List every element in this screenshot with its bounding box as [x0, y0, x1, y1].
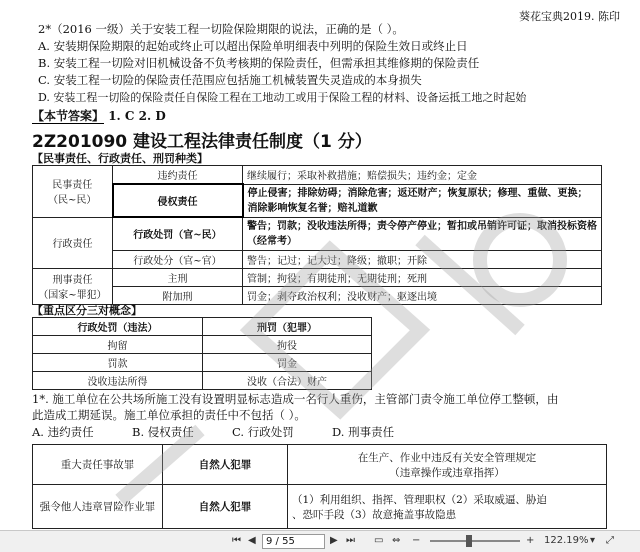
question2-option-b: B. 侵权责任 — [132, 425, 194, 439]
table-row — [33, 166, 602, 185]
fit-page-icon[interactable]: ▭ — [374, 535, 384, 546]
zoom-slider-handle[interactable] — [466, 535, 472, 547]
table-row — [33, 184, 602, 217]
table-cell: 自然人犯罪 — [163, 485, 288, 529]
table-header: 刑罚（犯罪） — [203, 318, 372, 336]
admin-label: 行政责任 — [33, 217, 113, 268]
table1-title: 【民事责任、行政责任、刑罚种类】 — [32, 152, 208, 165]
question2-option-a: A. 违约责任 — [32, 425, 94, 439]
table-cell: 行政处分（官~官） — [113, 250, 243, 268]
table-cell: 没收（合法）财产 — [203, 372, 372, 390]
table-row — [33, 354, 372, 372]
table-cell: 继续履行；采取补救措施；赔偿损失；违约金；定金 — [243, 166, 602, 185]
table-header: 行政处罚（违法） — [33, 318, 203, 336]
table-cell: 重大责任事故罪 — [33, 445, 163, 485]
liability-table — [32, 165, 602, 305]
last-page-icon[interactable]: ⏭ — [346, 535, 355, 546]
answer-line — [32, 107, 166, 124]
table-row — [33, 336, 372, 354]
first-page-icon[interactable]: ⏮ — [232, 535, 241, 546]
table-cell: 主刑 — [113, 268, 243, 286]
table-row — [33, 217, 602, 250]
question1-option-c: C. 安装工程一切险的保险责任范围应包括施工机械装置失灵造成的本身损失 — [38, 73, 422, 87]
crime-desc-line: （1）利用组织、指挥、管理职权（2）采取威逼、胁迫 — [292, 493, 547, 506]
concepts-table — [32, 317, 372, 390]
table-row — [33, 445, 607, 485]
crime-desc-line: 在生产、作业中违反有关安全管理规定 — [357, 451, 537, 464]
answer-text: 1. C 2. D — [108, 109, 166, 123]
table-cell: 自然人犯罪 — [163, 445, 288, 485]
crime-desc-line: 、恐吓手段（3）故意掩盖事故隐患 — [292, 508, 457, 521]
table-cell — [288, 445, 607, 485]
table2-title: 【重点区分三对概念】 — [32, 304, 142, 317]
table-cell: 拘役 — [203, 336, 372, 354]
question1-option-b: B. 安装工程一切险对旧机械设备不负考核期的保险责任，但需承担其维修期的保险责任 — [38, 56, 480, 70]
table-cell: 警告；罚款；没收违法所得；责令停产停业；暂扣或吊销许可证；取消投标资格（经常考） — [243, 217, 602, 250]
question2-option-d: D. 刑事责任 — [332, 425, 395, 439]
table-cell: 侵权责任 — [113, 184, 243, 217]
table-cell: 拘留 — [33, 336, 203, 354]
page-number-input[interactable]: 9 / 55 — [262, 534, 325, 549]
zoom-out-icon[interactable]: − — [412, 535, 421, 546]
table-cell: 行政处罚（官~民） — [113, 217, 243, 250]
criminal-label: 刑事责任 （国家~罪犯） — [33, 268, 113, 304]
crime-table — [32, 444, 607, 529]
answer-tag: 【本节答案】 — [32, 109, 105, 123]
table-row — [33, 318, 372, 336]
table-cell: 违约责任 — [113, 166, 243, 185]
table-cell: 强令他人违章冒险作业罪 — [33, 485, 163, 529]
civil-label: 民事责任 （民~民） — [33, 166, 113, 218]
zoom-dropdown-icon[interactable]: ▾ — [590, 535, 596, 546]
table-cell: 停止侵害；排除妨碍；消除危害；返还财产；恢复原状；修理、重做、更换；消除影响恢复名誉；赔礼道歉 — [243, 184, 602, 217]
table-cell: 罚金 — [203, 354, 372, 372]
table-cell — [288, 485, 607, 529]
question2-stem-line2: 此造成工期延误。施工单位承担的责任中不包括（ ）。 — [32, 408, 306, 422]
crime-desc-line: （违章操作或违章指挥） — [389, 466, 505, 479]
question1-stem: 2*（2016 一级）关于安装工程一切险保险期限的说法，正确的是（ ）。 — [38, 22, 404, 36]
question2-option-c: C. 行政处罚 — [232, 425, 294, 439]
table-row — [33, 250, 602, 268]
section-title: 2Z201090 建设工程法律责任制度（1 分） — [32, 132, 372, 152]
table-cell: 警告；记过；记大过；降级；撤职；开除 — [243, 250, 602, 268]
question1-option-d: D. 安装工程一切险的保险责任自保险工程在工地动工或用于保险工程的材料、设备运抵工地之时起始 — [38, 91, 527, 104]
zoom-in-icon[interactable]: + — [526, 535, 535, 546]
zoom-level[interactable]: 122.19% — [544, 535, 589, 546]
question2-stem-line1: 1*. 施工单位在公共场所施工没有设置明显标志造成一名行人重伤，主管部门责令施工单位停工整顿，由 — [32, 392, 559, 406]
table-cell: 管制；拘役；有期徒刑；无期徒刑；死刑 — [243, 268, 602, 286]
table-row — [33, 372, 372, 390]
next-page-icon[interactable]: ▶ — [330, 535, 338, 546]
header-note: 葵花宝典2019. 陈印 — [519, 10, 620, 23]
table-cell: 附加刑 — [113, 286, 243, 304]
table-row — [33, 485, 607, 529]
prev-page-icon[interactable]: ◀ — [248, 535, 256, 546]
fullscreen-icon[interactable]: ⤢ — [606, 535, 614, 546]
zoom-slider[interactable] — [430, 540, 520, 542]
fit-width-icon[interactable]: ⇔ — [392, 535, 401, 546]
pdf-viewer-toolbar — [0, 530, 640, 552]
table-cell: 没收违法所得 — [33, 372, 203, 390]
question1-option-a: A. 安装期保险期限的起始或终止可以超出保险单明细表中列明的保险生效日或终止日 — [38, 39, 468, 53]
table-cell: 罚款 — [33, 354, 203, 372]
table-row — [33, 268, 602, 286]
table-cell: 罚金；剥夺政治权利；没收财产；驱逐出境 — [243, 286, 602, 304]
